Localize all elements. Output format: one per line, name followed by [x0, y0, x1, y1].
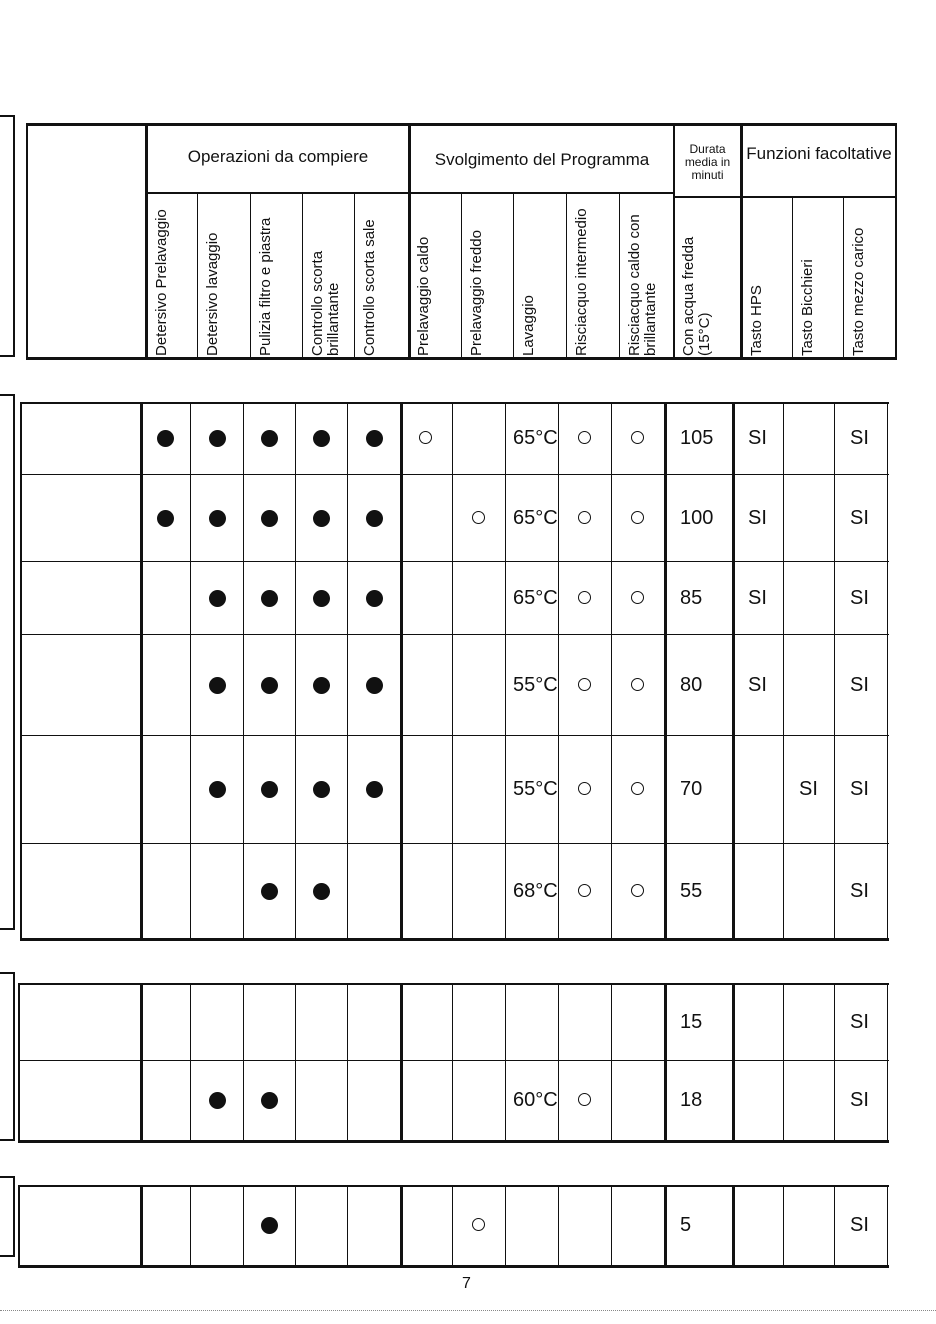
filled-dot-icon — [313, 883, 330, 900]
page-bottom-rule — [0, 1310, 936, 1311]
filled-dot-icon — [313, 510, 330, 527]
grid-line — [140, 402, 143, 938]
column-header-tasto-hps: Tasto HPS — [748, 285, 765, 356]
grid-line — [505, 983, 506, 1140]
grid-line — [140, 1185, 143, 1265]
filled-dot-icon — [261, 677, 278, 694]
cell-mezzo: SI — [850, 586, 869, 609]
hollow-circle-icon — [578, 678, 591, 691]
group-operazioni: Operazioni da compiere — [187, 147, 369, 166]
cell-hps: SI — [748, 506, 767, 529]
cell-hps: SI — [748, 673, 767, 696]
filled-dot-icon — [209, 1092, 226, 1109]
hollow-circle-icon — [578, 591, 591, 604]
column-header-det-prel: Detersivo Prelavaggio — [153, 209, 170, 356]
cell-durata: 55 — [680, 879, 703, 902]
cell-lavaggio: 65°C — [513, 427, 558, 449]
filled-dot-icon — [261, 590, 278, 607]
hollow-circle-icon — [578, 1093, 591, 1106]
cell-lavaggio: 65°C — [513, 506, 558, 529]
column-header-lavaggio: Lavaggio — [520, 295, 537, 356]
grid-line — [732, 983, 735, 1140]
column-header-ris-int: Risciacquo intermedio — [573, 208, 590, 356]
grid-line — [18, 1185, 20, 1265]
grid-line — [347, 983, 348, 1140]
grid-line — [783, 1185, 784, 1265]
hollow-circle-icon — [578, 431, 591, 444]
grid-line — [20, 843, 889, 844]
left-edge-fragment — [0, 394, 15, 930]
filled-dot-icon — [366, 781, 383, 798]
hollow-circle-icon — [472, 511, 485, 524]
grid-line — [611, 1185, 612, 1265]
grid-line — [664, 402, 667, 938]
grid-line — [243, 402, 244, 938]
column-header-prel-caldo: Prelavaggio caldo — [415, 236, 432, 356]
filled-dot-icon — [261, 1217, 278, 1234]
grid-line — [20, 474, 889, 475]
hollow-circle-icon — [631, 591, 644, 604]
cell-lavaggio: 55°C — [513, 673, 558, 696]
column-header-sale: Controllo scorta sale — [361, 219, 378, 356]
grid-line — [295, 1185, 296, 1265]
cell-mezzo: SI — [850, 673, 869, 696]
grid-line — [190, 983, 191, 1140]
filled-dot-icon — [157, 430, 174, 447]
grid-line — [18, 1140, 889, 1143]
grid-line — [190, 1185, 191, 1265]
filled-dot-icon — [261, 510, 278, 527]
grid-line — [783, 983, 784, 1140]
group-durata: Durata media in minuti — [684, 142, 731, 182]
column-header-ris-caldo: Risciacquo caldo con brillantante — [626, 214, 659, 356]
hollow-circle-icon — [472, 1218, 485, 1231]
cell-hps: SI — [748, 427, 767, 449]
cell-lavaggio: 55°C — [513, 778, 558, 800]
grid-line — [243, 1185, 244, 1265]
cell-mezzo: SI — [850, 778, 869, 800]
group-funzioni: Funzioni facoltative — [746, 144, 892, 163]
cell-mezzo: SI — [850, 879, 869, 902]
filled-dot-icon — [313, 590, 330, 607]
left-edge-fragment — [0, 1176, 15, 1257]
filled-dot-icon — [366, 590, 383, 607]
filled-dot-icon — [157, 510, 174, 527]
filled-dot-icon — [366, 510, 383, 527]
filled-dot-icon — [261, 430, 278, 447]
grid-line — [664, 983, 667, 1140]
grid-line — [347, 402, 348, 938]
filled-dot-icon — [209, 430, 226, 447]
column-header-pulizia: Pulizia filtro e piastra — [257, 217, 274, 356]
grid-line — [732, 1185, 735, 1265]
cell-mezzo: SI — [850, 1010, 869, 1033]
grid-line — [732, 402, 735, 938]
grid-line — [611, 983, 612, 1140]
filled-dot-icon — [209, 510, 226, 527]
grid-line — [505, 402, 506, 938]
cell-lavaggio: 60°C — [513, 1089, 558, 1111]
grid-line — [295, 402, 296, 938]
hollow-circle-icon — [578, 511, 591, 524]
cell-durata: 80 — [680, 673, 703, 696]
grid-line — [558, 402, 559, 938]
grid-line — [887, 983, 888, 1140]
filled-dot-icon — [313, 781, 330, 798]
grid-line — [20, 402, 22, 938]
grid-line — [505, 1185, 506, 1265]
column-header-brill: Controllo scorta brillantante — [309, 250, 342, 356]
cell-bicchieri: SI — [799, 778, 818, 800]
grid-line — [295, 983, 296, 1140]
filled-dot-icon — [261, 781, 278, 798]
grid-line — [18, 983, 20, 1140]
grid-line — [452, 1185, 453, 1265]
hollow-circle-icon — [631, 884, 644, 897]
cell-durata: 105 — [680, 427, 714, 449]
grid-line — [18, 1185, 889, 1187]
hollow-circle-icon — [578, 884, 591, 897]
grid-line — [20, 634, 889, 635]
grid-line — [834, 983, 835, 1140]
grid-line — [664, 1185, 667, 1265]
grid-line — [20, 938, 889, 941]
grid-line — [190, 402, 191, 938]
cell-durata: 85 — [680, 586, 703, 609]
filled-dot-icon — [313, 430, 330, 447]
filled-dot-icon — [209, 590, 226, 607]
filled-dot-icon — [366, 430, 383, 447]
group-svolgimento: Svolgimento del Programma — [434, 150, 650, 169]
filled-dot-icon — [209, 677, 226, 694]
cell-hps: SI — [748, 586, 767, 609]
cell-lavaggio: 68°C — [513, 879, 558, 902]
cell-mezzo: SI — [850, 1214, 869, 1236]
grid-line — [834, 402, 835, 938]
filled-dot-icon — [313, 677, 330, 694]
grid-line — [452, 402, 453, 938]
grid-line — [834, 1185, 835, 1265]
grid-line — [400, 1185, 403, 1265]
grid-line — [140, 983, 143, 1140]
grid-line — [400, 402, 403, 938]
page-number: 7 — [462, 1275, 471, 1292]
hollow-circle-icon — [631, 511, 644, 524]
cell-durata: 70 — [680, 778, 703, 800]
hollow-circle-icon — [631, 782, 644, 795]
cell-mezzo: SI — [850, 427, 869, 449]
grid-line — [611, 402, 612, 938]
cell-durata: 100 — [680, 506, 714, 529]
filled-dot-icon — [209, 781, 226, 798]
grid-line — [20, 402, 889, 404]
grid-line — [452, 983, 453, 1140]
hollow-circle-icon — [631, 431, 644, 444]
left-edge-fragment — [0, 972, 15, 1141]
hollow-circle-icon — [631, 678, 644, 691]
grid-line — [558, 983, 559, 1140]
cell-lavaggio: 65°C — [513, 586, 558, 609]
grid-line — [18, 983, 889, 985]
cell-durata: 15 — [680, 1010, 703, 1033]
grid-line — [18, 1060, 889, 1061]
column-header-prel-freddo: Prelavaggio freddo — [468, 230, 485, 356]
column-header-det-lav: Detersivo lavaggio — [204, 232, 221, 356]
hollow-circle-icon — [419, 431, 432, 444]
grid-line — [400, 983, 403, 1140]
grid-line — [887, 402, 888, 938]
column-header-durata-acqua: Con acqua fredda (15°C) — [680, 236, 713, 356]
grid-line — [20, 561, 889, 562]
grid-line — [18, 1265, 889, 1268]
grid-line — [243, 983, 244, 1140]
filled-dot-icon — [261, 1092, 278, 1109]
grid-line — [783, 402, 784, 938]
grid-line — [887, 1185, 888, 1265]
column-header-tasto-bicchieri: Tasto Bicchieri — [799, 259, 816, 356]
filled-dot-icon — [366, 677, 383, 694]
cell-mezzo: SI — [850, 506, 869, 529]
grid-line — [558, 1185, 559, 1265]
cell-mezzo: SI — [850, 1089, 869, 1111]
left-edge-fragment — [0, 115, 15, 357]
column-header-tasto-mezzo: Tasto mezzo carico — [850, 227, 867, 356]
filled-dot-icon — [261, 883, 278, 900]
cell-durata: 18 — [680, 1089, 703, 1111]
grid-line — [347, 1185, 348, 1265]
cell-durata: 5 — [680, 1214, 692, 1236]
grid-line — [20, 735, 889, 736]
hollow-circle-icon — [578, 782, 591, 795]
